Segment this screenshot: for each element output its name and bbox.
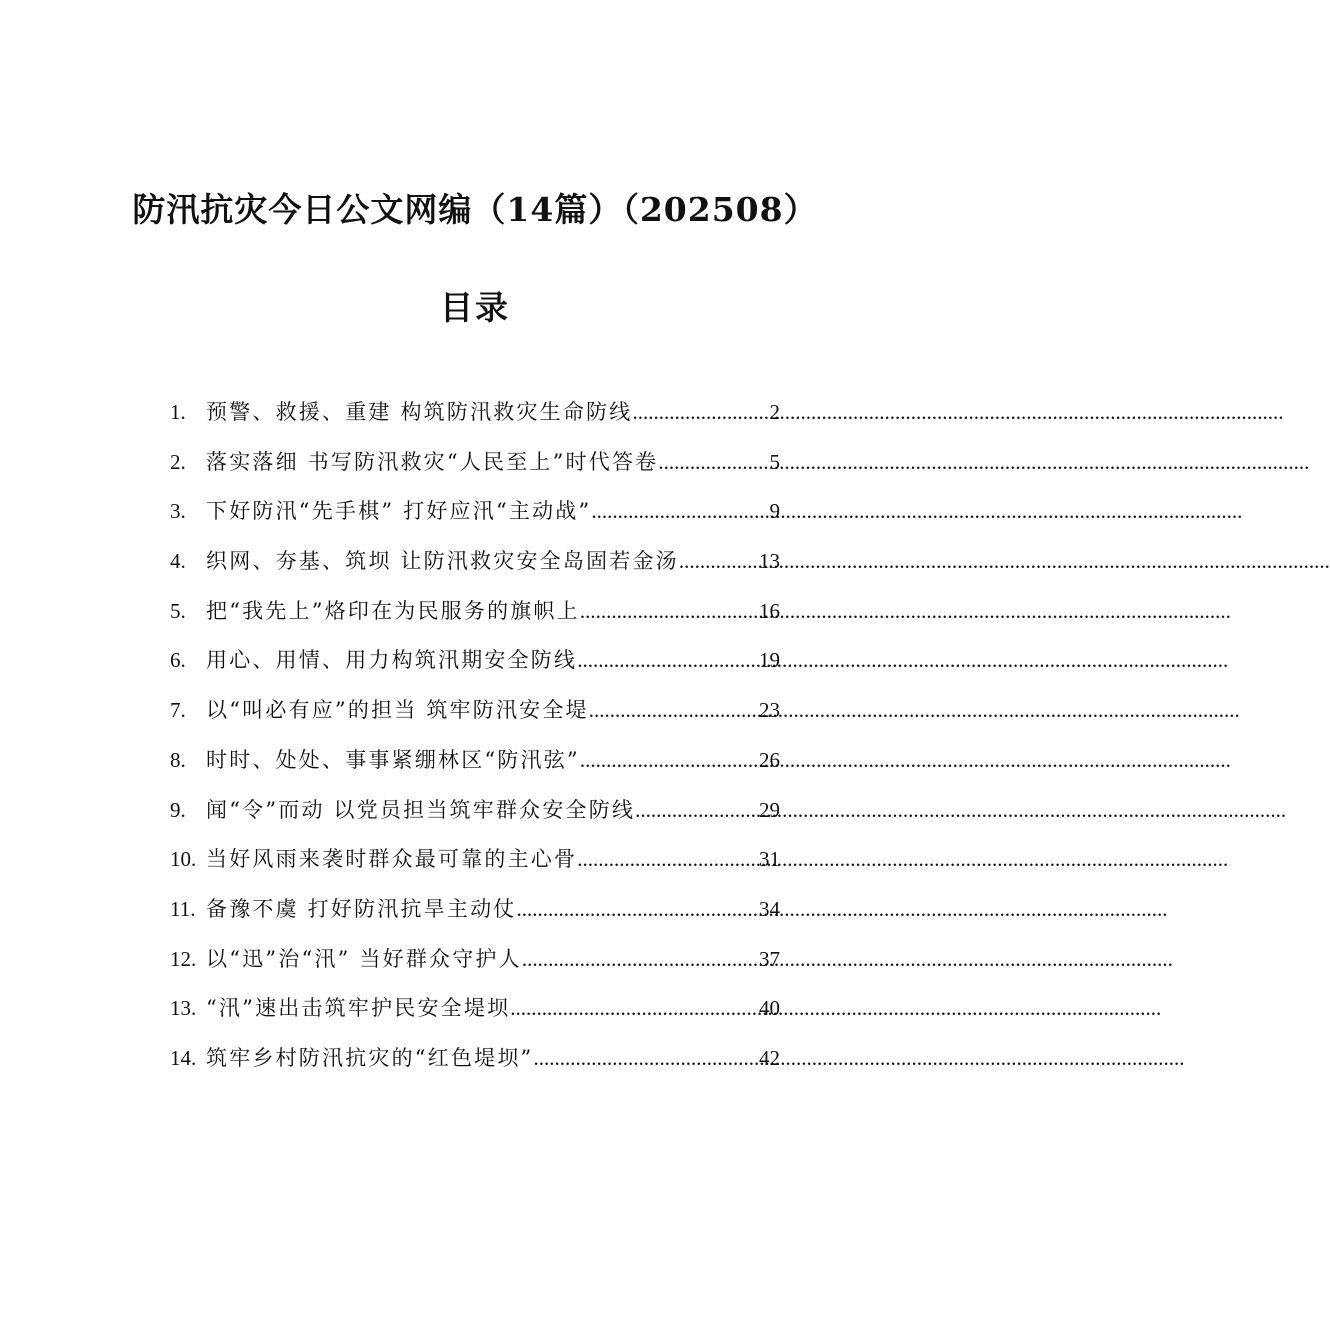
toc-leader-dots bbox=[577, 636, 759, 686]
toc-entry-title: 以“迅”治“汛” 当好群众守护人 bbox=[206, 946, 522, 971]
toc-leader-dots bbox=[635, 786, 759, 836]
toc-entry-number: 8. bbox=[170, 747, 186, 772]
toc-leader-dots bbox=[510, 984, 759, 1034]
toc-entry[interactable] bbox=[170, 1034, 780, 1084]
toc-entry[interactable] bbox=[170, 587, 780, 637]
toc-leader-dots bbox=[533, 1034, 759, 1084]
toc-entry-number: 13. bbox=[170, 996, 197, 1021]
toc-entry-page: 13 bbox=[759, 549, 780, 574]
toc-entry-page: 40 bbox=[759, 996, 780, 1021]
toc-entry-page: 2 bbox=[769, 400, 780, 424]
toc-entry[interactable] bbox=[170, 487, 780, 537]
toc-entry-title: 时时、处处、事事紧绷林区“防汛弦” bbox=[206, 747, 580, 772]
toc-leader-dots bbox=[679, 537, 759, 587]
toc-entry[interactable] bbox=[170, 686, 780, 736]
toc-heading: 目录 bbox=[440, 288, 510, 327]
document-title: 防汛抗灾今日公文网编（14篇）（202508） bbox=[132, 190, 818, 229]
toc-entry-title: 下好防汛“先手棋” 打好应汛“主动战” bbox=[206, 499, 592, 524]
toc-entry[interactable] bbox=[170, 885, 780, 935]
toc-leader-dots bbox=[591, 487, 769, 537]
toc-entry[interactable] bbox=[170, 388, 780, 438]
toc-entry-page: 19 bbox=[759, 648, 780, 673]
table-of-contents bbox=[170, 388, 780, 1084]
toc-entry-page: 5 bbox=[769, 449, 780, 474]
toc-entry-number: 3. bbox=[170, 499, 186, 524]
toc-entry-page: 23 bbox=[759, 698, 780, 723]
toc-entry-page: 31 bbox=[759, 847, 780, 872]
toc-entry-title: 把“我先上”烙印在为民服务的旗帜上 bbox=[206, 598, 580, 623]
toc-leader-dots bbox=[658, 438, 769, 488]
toc-leader-dots bbox=[580, 587, 759, 637]
toc-entry-title: 织网、夯基、筑坝 让防汛救灾安全岛固若金汤 bbox=[206, 549, 679, 574]
toc-entry-title: 备豫不虞 打好防汛抗旱主动仗 bbox=[206, 896, 517, 921]
toc-entry-page: 37 bbox=[759, 946, 780, 971]
toc-entry-number: 10. bbox=[170, 847, 197, 872]
toc-entry-number: 1. bbox=[170, 400, 186, 424]
toc-entry[interactable] bbox=[170, 636, 780, 686]
toc-entry-number: 7. bbox=[170, 698, 186, 723]
toc-entry-number: 2. bbox=[170, 449, 186, 474]
toc-leader-dots bbox=[516, 885, 759, 935]
toc-entry-title: “汛”速出击筑牢护民安全堤坝 bbox=[206, 996, 511, 1021]
toc-entry-page: 9 bbox=[769, 499, 780, 524]
toc-entry-number: 5. bbox=[170, 598, 186, 623]
toc-entry-title: 落实落细 书写防汛救灾“人民至上”时代答卷 bbox=[206, 449, 659, 474]
toc-entry-title: 闻“令”而动 以党员担当筑牢群众安全防线 bbox=[206, 797, 636, 822]
toc-leader-dots bbox=[577, 835, 759, 885]
toc-leader-dots bbox=[632, 388, 769, 438]
toc-entry-title: 用心、用情、用力构筑汛期安全防线 bbox=[206, 648, 578, 673]
toc-entry-title: 筑牢乡村防汛抗灾的“红色堤坝” bbox=[206, 1045, 534, 1070]
toc-entry-title: 预警、救援、重建 构筑防汛救灾生命防线 bbox=[206, 400, 633, 424]
toc-entry[interactable] bbox=[170, 537, 780, 587]
toc-entry-page: 16 bbox=[759, 598, 780, 623]
toc-entry-number: 12. bbox=[170, 946, 197, 971]
toc-entry[interactable] bbox=[170, 935, 780, 985]
toc-leader-dots bbox=[589, 686, 759, 736]
toc-entry-title: 当好风雨来袭时群众最可靠的主心骨 bbox=[206, 847, 578, 872]
toc-entry[interactable] bbox=[170, 786, 780, 836]
toc-entry-page: 42 bbox=[759, 1045, 780, 1070]
toc-entry-number: 9. bbox=[170, 797, 186, 822]
toc-leader-dots bbox=[580, 736, 759, 786]
toc-entry-number: 4. bbox=[170, 549, 186, 574]
toc-entry-title: 以“叫必有应”的担当 筑牢防汛安全堤 bbox=[206, 698, 589, 723]
toc-entry-page: 34 bbox=[759, 896, 780, 921]
toc-entry-page: 29 bbox=[759, 797, 780, 822]
toc-entry-page: 26 bbox=[759, 747, 780, 772]
toc-entry[interactable] bbox=[170, 984, 780, 1034]
toc-leader-dots bbox=[522, 935, 759, 985]
toc-entry-number: 11. bbox=[170, 896, 196, 921]
toc-entry-number: 6. bbox=[170, 648, 186, 673]
toc-entry[interactable] bbox=[170, 438, 780, 488]
toc-entry[interactable] bbox=[170, 736, 780, 786]
toc-entry[interactable] bbox=[170, 835, 780, 885]
toc-entry-number: 14. bbox=[170, 1045, 197, 1070]
